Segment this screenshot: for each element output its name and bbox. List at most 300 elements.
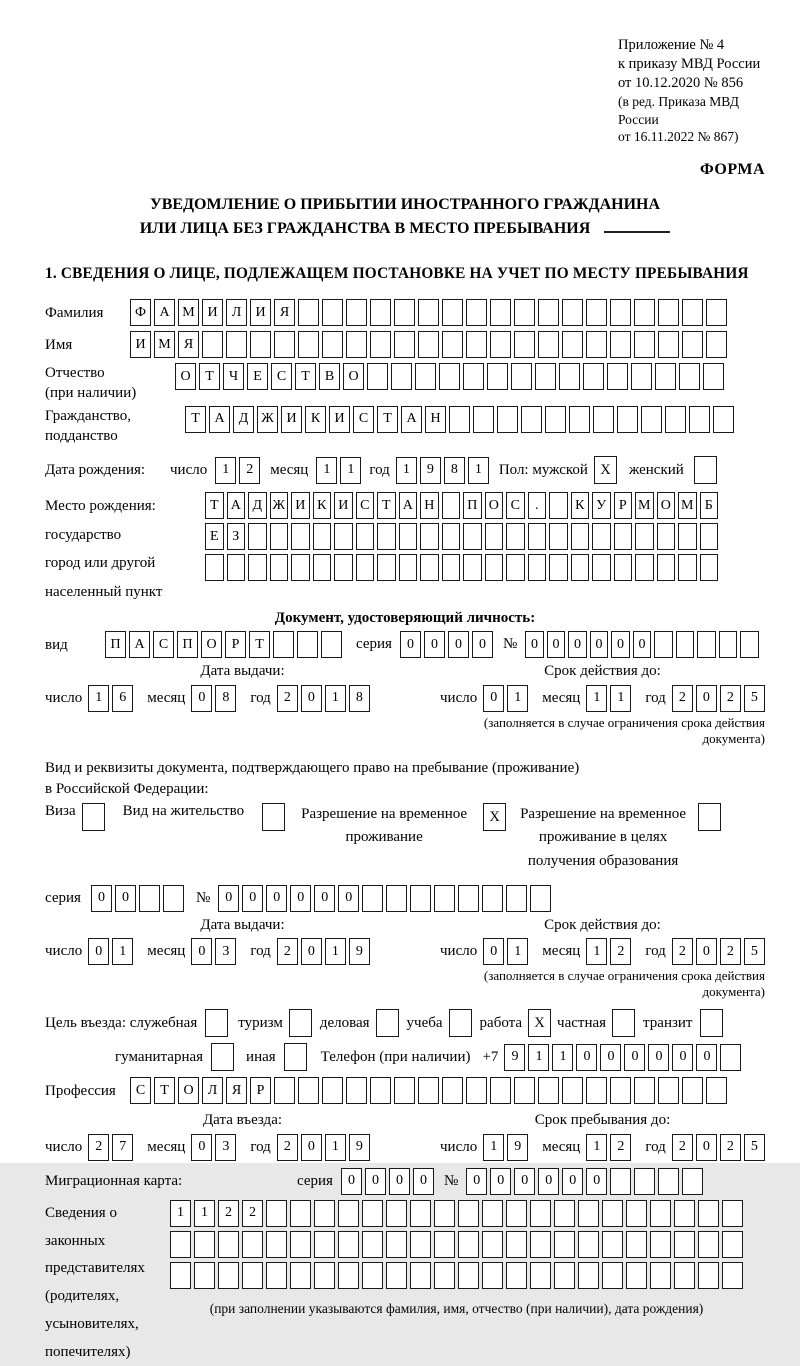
char-cell[interactable]: 9 xyxy=(504,1044,525,1071)
char-cell[interactable] xyxy=(698,1200,719,1227)
char-cell[interactable] xyxy=(554,1231,575,1258)
char-cell[interactable] xyxy=(370,331,391,358)
char-cell[interactable] xyxy=(273,631,294,658)
char-cell[interactable]: Т xyxy=(377,492,396,519)
char-cell[interactable] xyxy=(706,299,727,326)
char-cell[interactable]: 1 xyxy=(507,685,528,712)
char-cell[interactable] xyxy=(322,1077,343,1104)
char-cell[interactable] xyxy=(266,1200,287,1227)
char-cell[interactable] xyxy=(631,363,652,390)
char-cell[interactable] xyxy=(530,1262,551,1289)
char-cell[interactable]: 0 xyxy=(562,1168,583,1195)
char-cell[interactable] xyxy=(313,523,332,550)
char-cell[interactable] xyxy=(473,406,494,433)
char-cell[interactable] xyxy=(205,554,224,581)
char-cell[interactable]: 0 xyxy=(633,631,652,658)
char-cell[interactable] xyxy=(682,331,703,358)
char-cell[interactable] xyxy=(706,331,727,358)
char-cell[interactable] xyxy=(538,1077,559,1104)
char-cell[interactable] xyxy=(291,523,310,550)
char-cell[interactable]: 2 xyxy=(277,685,298,712)
char-cell[interactable] xyxy=(634,1168,655,1195)
char-cell[interactable]: 3 xyxy=(215,1134,236,1161)
char-cell[interactable] xyxy=(442,331,463,358)
char-cell[interactable] xyxy=(592,554,611,581)
char-cell[interactable] xyxy=(682,1168,703,1195)
char-cell[interactable]: И xyxy=(334,492,353,519)
char-cell[interactable]: 0 xyxy=(611,631,630,658)
char-cell[interactable] xyxy=(338,1231,359,1258)
char-cell[interactable]: Ж xyxy=(270,492,289,519)
char-cell[interactable] xyxy=(658,331,679,358)
char-cell[interactable] xyxy=(530,1200,551,1227)
gender-female-checkbox[interactable] xyxy=(694,456,717,484)
purpose-work-checkbox[interactable]: X xyxy=(528,1009,551,1037)
char-cell[interactable]: 2 xyxy=(610,1134,631,1161)
char-cell[interactable] xyxy=(593,406,614,433)
char-cell[interactable] xyxy=(614,523,633,550)
char-cell[interactable]: К xyxy=(305,406,326,433)
char-cell[interactable] xyxy=(322,331,343,358)
char-cell[interactable] xyxy=(578,1262,599,1289)
char-cell[interactable] xyxy=(514,1077,535,1104)
char-cell[interactable] xyxy=(226,331,247,358)
char-cell[interactable]: К xyxy=(313,492,332,519)
char-cell[interactable] xyxy=(442,523,461,550)
title-blank-line[interactable] xyxy=(604,231,670,233)
temp-permit-edu-checkbox[interactable] xyxy=(698,803,721,831)
purpose-humanitarian-checkbox[interactable] xyxy=(211,1043,234,1071)
char-cell[interactable]: 0 xyxy=(88,938,109,965)
purpose-business-checkbox[interactable] xyxy=(376,1009,399,1037)
char-cell[interactable]: 1 xyxy=(316,457,337,484)
char-cell[interactable]: 9 xyxy=(349,1134,370,1161)
char-cell[interactable] xyxy=(571,523,590,550)
char-cell[interactable] xyxy=(586,299,607,326)
char-cell[interactable]: О xyxy=(485,492,504,519)
char-cell[interactable]: 9 xyxy=(507,1134,528,1161)
char-cell[interactable] xyxy=(722,1262,743,1289)
char-cell[interactable] xyxy=(362,1231,383,1258)
char-cell[interactable] xyxy=(466,331,487,358)
char-cell[interactable] xyxy=(689,406,710,433)
char-cell[interactable] xyxy=(698,1231,719,1258)
char-cell[interactable]: 2 xyxy=(88,1134,109,1161)
char-cell[interactable]: П xyxy=(463,492,482,519)
char-cell[interactable]: 0 xyxy=(525,631,544,658)
char-cell[interactable]: С xyxy=(506,492,525,519)
char-cell[interactable] xyxy=(466,299,487,326)
char-cell[interactable] xyxy=(370,299,391,326)
char-cell[interactable]: 2 xyxy=(610,938,631,965)
char-cell[interactable]: 1 xyxy=(507,938,528,965)
char-cell[interactable] xyxy=(314,1200,335,1227)
char-cell[interactable]: О xyxy=(657,492,676,519)
char-cell[interactable]: 0 xyxy=(424,631,445,658)
char-cell[interactable] xyxy=(482,885,503,912)
char-cell[interactable] xyxy=(227,554,246,581)
char-cell[interactable] xyxy=(314,1262,335,1289)
char-cell[interactable] xyxy=(641,406,662,433)
char-cell[interactable] xyxy=(202,331,223,358)
char-cell[interactable] xyxy=(410,885,431,912)
char-cell[interactable]: П xyxy=(105,631,126,658)
char-cell[interactable] xyxy=(370,1077,391,1104)
char-cell[interactable] xyxy=(442,554,461,581)
char-cell[interactable] xyxy=(458,1200,479,1227)
char-cell[interactable] xyxy=(490,1077,511,1104)
char-cell[interactable]: 0 xyxy=(466,1168,487,1195)
char-cell[interactable]: 0 xyxy=(586,1168,607,1195)
char-cell[interactable]: 0 xyxy=(472,631,493,658)
char-cell[interactable] xyxy=(698,1262,719,1289)
char-cell[interactable] xyxy=(655,363,676,390)
char-cell[interactable] xyxy=(626,1262,647,1289)
char-cell[interactable]: 0 xyxy=(547,631,566,658)
char-cell[interactable]: О xyxy=(175,363,196,390)
char-cell[interactable]: 3 xyxy=(215,938,236,965)
char-cell[interactable] xyxy=(163,885,184,912)
char-cell[interactable]: 0 xyxy=(648,1044,669,1071)
char-cell[interactable] xyxy=(697,631,716,658)
char-cell[interactable]: 1 xyxy=(325,685,346,712)
char-cell[interactable] xyxy=(586,1077,607,1104)
char-cell[interactable]: Б xyxy=(700,492,719,519)
char-cell[interactable]: 0 xyxy=(413,1168,434,1195)
char-cell[interactable]: 2 xyxy=(672,938,693,965)
char-cell[interactable] xyxy=(266,1262,287,1289)
char-cell[interactable] xyxy=(266,1231,287,1258)
char-cell[interactable]: 0 xyxy=(301,1134,322,1161)
char-cell[interactable] xyxy=(270,554,289,581)
char-cell[interactable] xyxy=(334,523,353,550)
char-cell[interactable]: О xyxy=(178,1077,199,1104)
char-cell[interactable] xyxy=(394,331,415,358)
char-cell[interactable] xyxy=(545,406,566,433)
char-cell[interactable]: Ч xyxy=(223,363,244,390)
char-cell[interactable] xyxy=(497,406,518,433)
char-cell[interactable] xyxy=(321,631,342,658)
char-cell[interactable] xyxy=(490,299,511,326)
char-cell[interactable] xyxy=(356,554,375,581)
char-cell[interactable] xyxy=(740,631,759,658)
char-cell[interactable]: 7 xyxy=(112,1134,133,1161)
char-cell[interactable] xyxy=(439,363,460,390)
char-cell[interactable] xyxy=(530,1231,551,1258)
char-cell[interactable]: Т xyxy=(199,363,220,390)
char-cell[interactable]: 0 xyxy=(266,885,287,912)
char-cell[interactable]: 1 xyxy=(610,685,631,712)
char-cell[interactable] xyxy=(386,1231,407,1258)
char-cell[interactable]: 0 xyxy=(490,1168,511,1195)
char-cell[interactable] xyxy=(676,631,695,658)
char-cell[interactable]: И xyxy=(291,492,310,519)
char-cell[interactable]: Т xyxy=(249,631,270,658)
char-cell[interactable] xyxy=(569,406,590,433)
char-cell[interactable] xyxy=(514,299,535,326)
char-cell[interactable]: Я xyxy=(178,331,199,358)
char-cell[interactable] xyxy=(346,1077,367,1104)
char-cell[interactable] xyxy=(614,554,633,581)
char-cell[interactable] xyxy=(682,1077,703,1104)
char-cell[interactable] xyxy=(607,363,628,390)
char-cell[interactable]: 0 xyxy=(365,1168,386,1195)
char-cell[interactable]: Р xyxy=(250,1077,271,1104)
char-cell[interactable] xyxy=(571,554,590,581)
char-cell[interactable] xyxy=(610,1077,631,1104)
char-cell[interactable] xyxy=(458,1262,479,1289)
char-cell[interactable] xyxy=(394,1077,415,1104)
char-cell[interactable] xyxy=(674,1231,695,1258)
char-cell[interactable] xyxy=(506,1231,527,1258)
char-cell[interactable]: 1 xyxy=(552,1044,573,1071)
char-cell[interactable] xyxy=(626,1200,647,1227)
char-cell[interactable] xyxy=(418,299,439,326)
char-cell[interactable] xyxy=(578,1231,599,1258)
char-cell[interactable] xyxy=(248,523,267,550)
char-cell[interactable] xyxy=(514,331,535,358)
char-cell[interactable] xyxy=(394,299,415,326)
char-cell[interactable]: А xyxy=(401,406,422,433)
char-cell[interactable]: Е xyxy=(247,363,268,390)
char-cell[interactable]: 6 xyxy=(112,685,133,712)
char-cell[interactable]: М xyxy=(178,299,199,326)
char-cell[interactable]: 5 xyxy=(744,1134,765,1161)
char-cell[interactable] xyxy=(487,363,508,390)
char-cell[interactable] xyxy=(218,1231,239,1258)
char-cell[interactable]: 0 xyxy=(590,631,609,658)
char-cell[interactable] xyxy=(386,1200,407,1227)
char-cell[interactable]: И xyxy=(202,299,223,326)
char-cell[interactable] xyxy=(298,299,319,326)
char-cell[interactable] xyxy=(506,1262,527,1289)
char-cell[interactable]: 0 xyxy=(448,631,469,658)
char-cell[interactable] xyxy=(658,299,679,326)
visa-checkbox[interactable] xyxy=(82,803,105,831)
char-cell[interactable] xyxy=(356,523,375,550)
char-cell[interactable]: К xyxy=(571,492,590,519)
char-cell[interactable]: 0 xyxy=(624,1044,645,1071)
residence-permit-checkbox[interactable] xyxy=(262,803,285,831)
char-cell[interactable]: 0 xyxy=(91,885,112,912)
char-cell[interactable]: Е xyxy=(205,523,224,550)
char-cell[interactable]: 2 xyxy=(720,1134,741,1161)
char-cell[interactable]: Т xyxy=(185,406,206,433)
char-cell[interactable]: 1 xyxy=(340,457,361,484)
char-cell[interactable] xyxy=(657,523,676,550)
char-cell[interactable] xyxy=(506,885,527,912)
char-cell[interactable]: Д xyxy=(233,406,254,433)
char-cell[interactable]: С xyxy=(153,631,174,658)
purpose-official-checkbox[interactable] xyxy=(205,1009,228,1037)
char-cell[interactable] xyxy=(720,1044,741,1071)
char-cell[interactable] xyxy=(506,523,525,550)
char-cell[interactable]: 9 xyxy=(420,457,441,484)
char-cell[interactable]: 2 xyxy=(277,1134,298,1161)
char-cell[interactable] xyxy=(634,331,655,358)
char-cell[interactable]: 0 xyxy=(696,938,717,965)
char-cell[interactable]: 2 xyxy=(672,685,693,712)
char-cell[interactable]: 0 xyxy=(191,938,212,965)
char-cell[interactable] xyxy=(463,363,484,390)
char-cell[interactable]: А xyxy=(154,299,175,326)
char-cell[interactable] xyxy=(562,331,583,358)
char-cell[interactable] xyxy=(449,406,470,433)
char-cell[interactable]: 1 xyxy=(396,457,417,484)
char-cell[interactable] xyxy=(442,299,463,326)
char-cell[interactable]: Я xyxy=(226,1077,247,1104)
char-cell[interactable] xyxy=(290,1231,311,1258)
char-cell[interactable] xyxy=(538,299,559,326)
char-cell[interactable] xyxy=(554,1200,575,1227)
char-cell[interactable] xyxy=(362,1200,383,1227)
char-cell[interactable] xyxy=(338,1262,359,1289)
char-cell[interactable] xyxy=(586,331,607,358)
char-cell[interactable]: 0 xyxy=(483,685,504,712)
char-cell[interactable] xyxy=(194,1262,215,1289)
char-cell[interactable] xyxy=(559,363,580,390)
char-cell[interactable] xyxy=(290,1262,311,1289)
char-cell[interactable] xyxy=(528,554,547,581)
char-cell[interactable]: 1 xyxy=(88,685,109,712)
char-cell[interactable]: 0 xyxy=(301,938,322,965)
char-cell[interactable] xyxy=(291,554,310,581)
char-cell[interactable] xyxy=(274,1077,295,1104)
char-cell[interactable]: 8 xyxy=(215,685,236,712)
char-cell[interactable] xyxy=(274,331,295,358)
char-cell[interactable]: 0 xyxy=(600,1044,621,1071)
char-cell[interactable]: 9 xyxy=(349,938,370,965)
char-cell[interactable]: 5 xyxy=(744,938,765,965)
char-cell[interactable]: 1 xyxy=(528,1044,549,1071)
char-cell[interactable]: 0 xyxy=(338,885,359,912)
char-cell[interactable] xyxy=(650,1200,671,1227)
char-cell[interactable]: Л xyxy=(202,1077,223,1104)
char-cell[interactable]: 0 xyxy=(576,1044,597,1071)
char-cell[interactable]: Ж xyxy=(257,406,278,433)
char-cell[interactable] xyxy=(511,363,532,390)
char-cell[interactable]: 5 xyxy=(744,685,765,712)
char-cell[interactable] xyxy=(658,1077,679,1104)
char-cell[interactable] xyxy=(410,1200,431,1227)
char-cell[interactable] xyxy=(434,1200,455,1227)
char-cell[interactable] xyxy=(250,331,271,358)
char-cell[interactable] xyxy=(490,331,511,358)
char-cell[interactable] xyxy=(434,1231,455,1258)
char-cell[interactable]: 2 xyxy=(218,1200,239,1227)
char-cell[interactable]: О xyxy=(343,363,364,390)
char-cell[interactable] xyxy=(458,1231,479,1258)
char-cell[interactable] xyxy=(362,1262,383,1289)
char-cell[interactable]: 0 xyxy=(696,1044,717,1071)
char-cell[interactable] xyxy=(657,554,676,581)
char-cell[interactable] xyxy=(703,363,724,390)
char-cell[interactable]: Т xyxy=(154,1077,175,1104)
char-cell[interactable] xyxy=(549,554,568,581)
char-cell[interactable]: 0 xyxy=(538,1168,559,1195)
char-cell[interactable] xyxy=(362,885,383,912)
char-cell[interactable] xyxy=(367,363,388,390)
char-cell[interactable]: 2 xyxy=(242,1200,263,1227)
char-cell[interactable] xyxy=(626,1231,647,1258)
char-cell[interactable] xyxy=(562,1077,583,1104)
char-cell[interactable]: С xyxy=(271,363,292,390)
char-cell[interactable] xyxy=(194,1231,215,1258)
char-cell[interactable]: 0 xyxy=(218,885,239,912)
char-cell[interactable] xyxy=(442,1077,463,1104)
char-cell[interactable] xyxy=(248,554,267,581)
char-cell[interactable] xyxy=(674,1262,695,1289)
char-cell[interactable] xyxy=(386,1262,407,1289)
char-cell[interactable]: Н xyxy=(425,406,446,433)
char-cell[interactable]: А xyxy=(399,492,418,519)
char-cell[interactable] xyxy=(346,331,367,358)
char-cell[interactable]: Р xyxy=(225,631,246,658)
char-cell[interactable]: 0 xyxy=(314,885,335,912)
char-cell[interactable]: Я xyxy=(274,299,295,326)
char-cell[interactable]: 0 xyxy=(242,885,263,912)
char-cell[interactable]: И xyxy=(130,331,151,358)
char-cell[interactable]: Р xyxy=(614,492,633,519)
char-cell[interactable] xyxy=(418,331,439,358)
char-cell[interactable] xyxy=(650,1262,671,1289)
char-cell[interactable] xyxy=(463,523,482,550)
char-cell[interactable]: 1 xyxy=(586,1134,607,1161)
char-cell[interactable]: 8 xyxy=(444,457,465,484)
char-cell[interactable]: Л xyxy=(226,299,247,326)
char-cell[interactable]: 0 xyxy=(672,1044,693,1071)
purpose-study-checkbox[interactable] xyxy=(449,1009,472,1037)
char-cell[interactable] xyxy=(706,1077,727,1104)
char-cell[interactable] xyxy=(635,554,654,581)
char-cell[interactable] xyxy=(399,554,418,581)
char-cell[interactable] xyxy=(242,1262,263,1289)
char-cell[interactable]: 0 xyxy=(568,631,587,658)
char-cell[interactable] xyxy=(322,299,343,326)
char-cell[interactable] xyxy=(298,1077,319,1104)
char-cell[interactable] xyxy=(521,406,542,433)
char-cell[interactable]: Н xyxy=(420,492,439,519)
char-cell[interactable]: 0 xyxy=(514,1168,535,1195)
purpose-other-checkbox[interactable] xyxy=(284,1043,307,1071)
char-cell[interactable] xyxy=(654,631,673,658)
char-cell[interactable] xyxy=(650,1231,671,1258)
char-cell[interactable]: В xyxy=(319,363,340,390)
char-cell[interactable]: А xyxy=(129,631,150,658)
char-cell[interactable] xyxy=(463,554,482,581)
char-cell[interactable]: 1 xyxy=(325,1134,346,1161)
char-cell[interactable] xyxy=(458,885,479,912)
char-cell[interactable]: 0 xyxy=(290,885,311,912)
char-cell[interactable] xyxy=(334,554,353,581)
char-cell[interactable] xyxy=(242,1231,263,1258)
char-cell[interactable] xyxy=(678,523,697,550)
gender-male-checkbox[interactable]: X xyxy=(594,456,617,484)
purpose-tourism-checkbox[interactable] xyxy=(289,1009,312,1037)
char-cell[interactable]: 0 xyxy=(389,1168,410,1195)
char-cell[interactable] xyxy=(410,1231,431,1258)
char-cell[interactable] xyxy=(482,1200,503,1227)
char-cell[interactable] xyxy=(338,1200,359,1227)
char-cell[interactable]: 1 xyxy=(112,938,133,965)
char-cell[interactable]: С xyxy=(353,406,374,433)
char-cell[interactable] xyxy=(391,363,412,390)
char-cell[interactable] xyxy=(415,363,436,390)
char-cell[interactable]: У xyxy=(592,492,611,519)
char-cell[interactable] xyxy=(634,1077,655,1104)
purpose-private-checkbox[interactable] xyxy=(612,1009,635,1037)
char-cell[interactable]: А xyxy=(227,492,246,519)
